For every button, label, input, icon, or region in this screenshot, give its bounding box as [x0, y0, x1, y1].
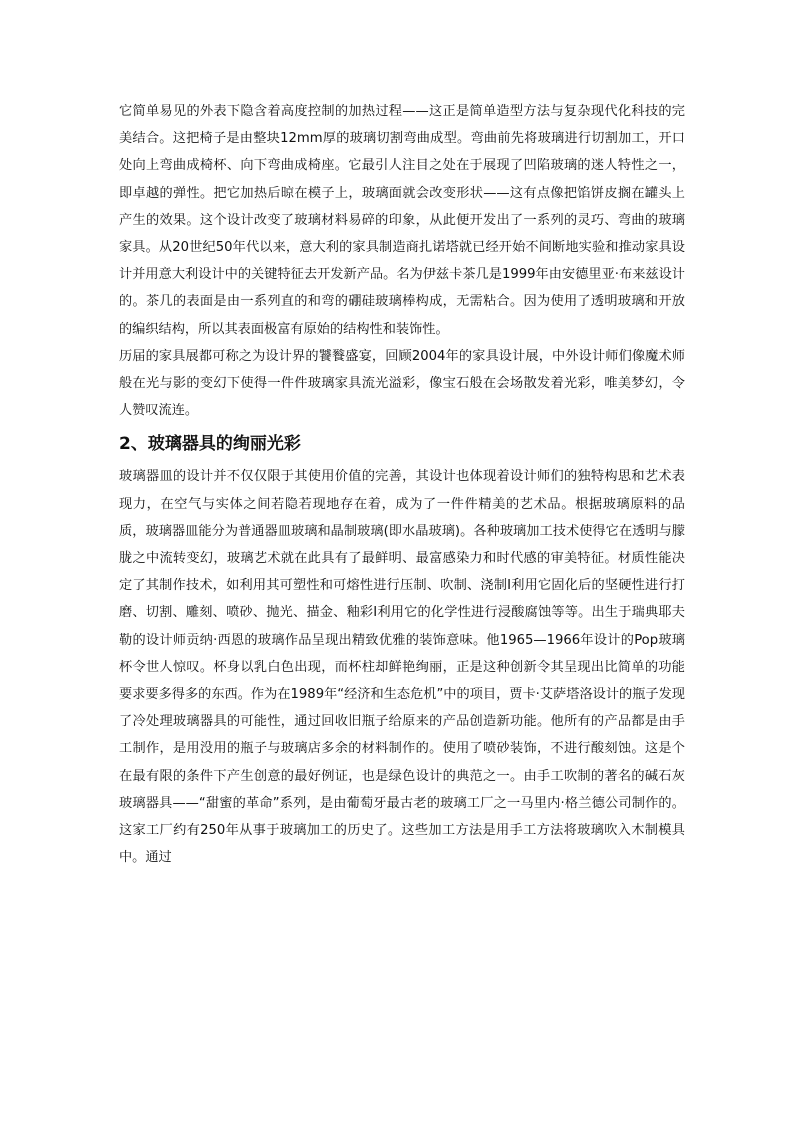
body-paragraph: 历届的家具展都可称之为设计界的饕餮盛宴，回顾2004年的家具设计展，中外设计师们像魔术师般在光与影的变幻下使得一件件玻璃家具流光溢彩，像宝石般在会场散发着光彩，唯美梦幻，令人赞叹流连。	[119, 348, 685, 419]
document-page	[119, 98, 685, 871]
body-paragraph: 玻璃器皿的设计并不仅仅限于其使用价值的完善，其设计也体现着设计师们的独特构思和艺术表现力，在空气与实体之间若隐若现地存在着，成为了一件件精美的艺术品。根据玻璃原料的品质，玻璃器皿能分为普通器皿玻璃和晶制玻璃(即水晶玻璃)。各种玻璃加工技术使得它在透明与朦胧之中流转变幻，玻璃艺术就在此具有了最鲜明、最富感染力和时代感的审美特征。材质性能决定了其制作技术，如利用其可塑性和可熔性进行压制、吹制、浇制Ⅰ利用它固化后的坚硬性进行打磨、切割、雕刻、喷砂、抛光、描金、釉彩Ⅰ利用它的化学性进行浸酸腐蚀等等。出生于瑞典耶夫勒的设计师贡纳·西恩的玻璃作品呈现出精致优雅的装饰意味。他1965—1966年设计的Pop玻璃杯令世人惊叹。杯身以乳白色出现，而杯柱却鲜艳绚丽，正是这种创新令其呈现出比简单的功能要求要多得多的东西。作为在1989年“经济和生态危机”中的项目，贾卡·艾萨塔洛设计的瓶子发现了冷处理玻璃器具的可能性，通过回收旧瓶子给原来的产品创造新功能。他所有的产品都是由手工制作，是用没用的瓶子与玻璃店多余的材料制作的。使用了喷砂装饰，不进行酸刻蚀。这是个在最有限的条件下产生创意的最好例证，也是绿色设计的典范之一。由手工吹制的著名的碱石灰玻璃器具——“甜蜜的革命”系列，是由葡萄牙最古老的玻璃工厂之一马里内·格兰德公司制作的。这家工厂约有250年从事于玻璃加工的历史了。这些加工方法是用手工方法将玻璃吹入木制模具中。通过	[119, 469, 685, 866]
section-heading: 2、玻璃器具的绚丽光彩	[119, 434, 301, 455]
body-paragraph: 它简单易见的外表下隐含着高度控制的加热过程——这正是简单造型方法与复杂现代化科技的完美结合。这把椅子是由整块12mm厚的玻璃切割弯曲成型。弯曲前先将玻璃进行切割加工，开口处向上弯曲成椅杯、向下弯曲成椅座。它最引人注目之处在于展现了凹陷玻璃的迷人特性之一，即卓越的弹性。把它加热后晾在模子上，玻璃面就会改变形状——这有点像把馅饼皮搁在罐头上产生的效果。这个设计改变了玻璃材料易碎的印象，从此便开发出了一系列的灵巧、弯曲的玻璃家具。从20世纪50年代以来，意大利的家具制造商扎诺塔就已经开始不间断地实验和推动家具设计并用意大利设计中的关键特征去开发新产品。名为伊兹卡茶几是1999年由安德里亚·布来兹设计的。茶几的表面是由一系列直的和弯的硼硅玻璃棒构成，无需粘合。因为使用了透明玻璃和开放的编织结构，所以其表面极富有原始的结构性和装饰性。	[119, 104, 685, 337]
